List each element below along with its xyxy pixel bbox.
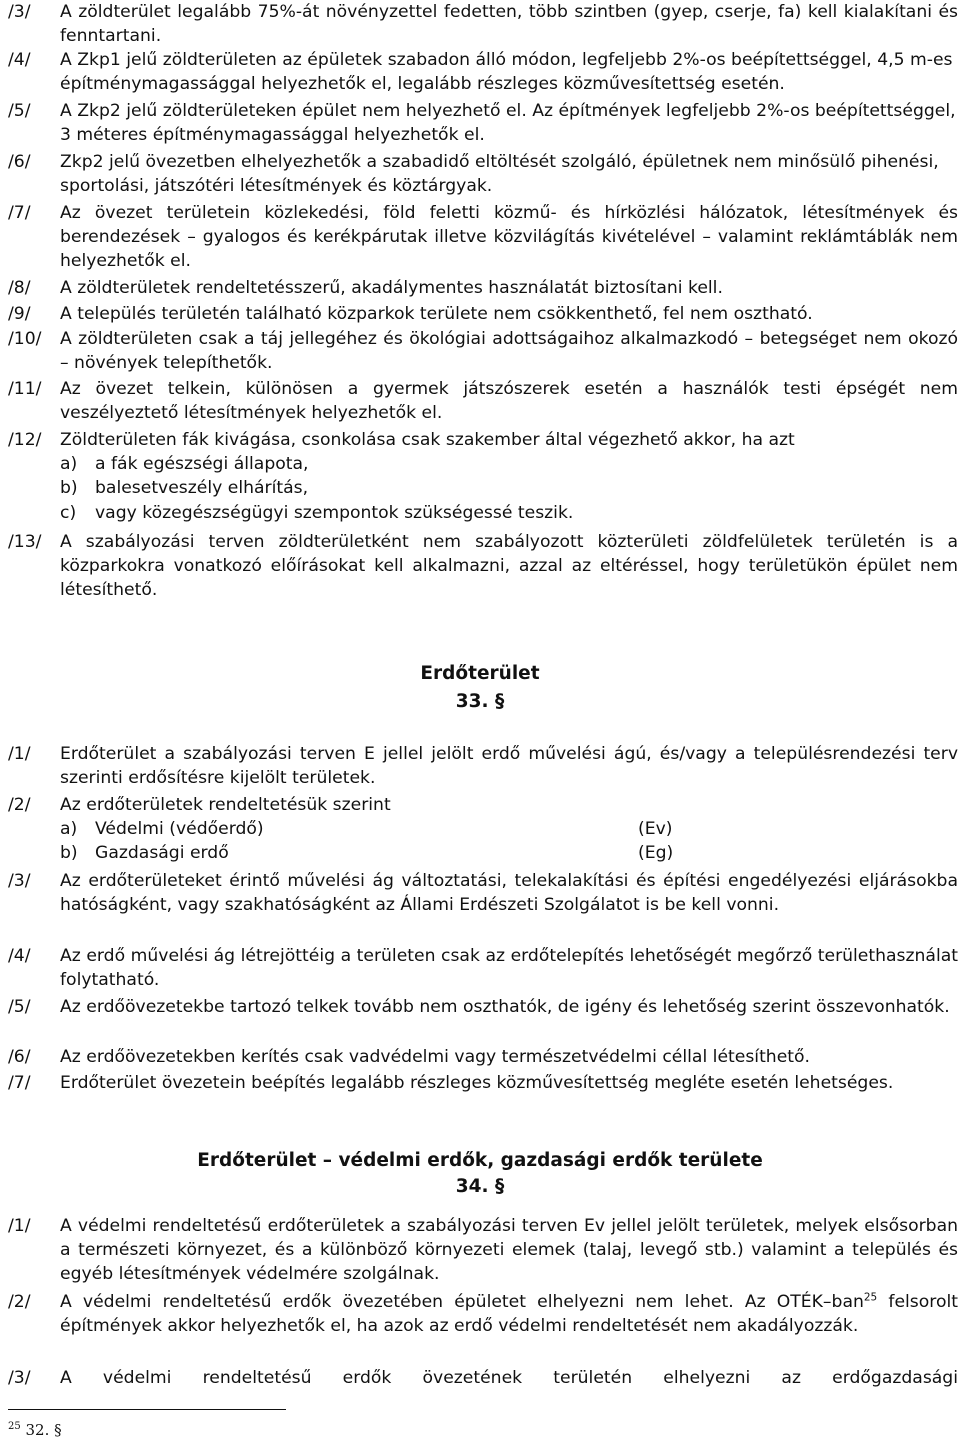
list-item <box>60 452 958 476</box>
paragraph-32-6 <box>8 150 958 198</box>
paragraph-number: /1/ <box>8 744 31 764</box>
list-text: balesetveszély elhárítás, <box>95 478 309 499</box>
paragraph-32-10 <box>8 327 958 375</box>
footnote-separator <box>8 1409 286 1410</box>
paragraph-number: /7/ <box>8 203 31 223</box>
paragraph-33-7 <box>8 1071 958 1095</box>
paragraph-text: Az erdőterületek rendeltetésük szerint <box>60 795 391 815</box>
paragraph-32-8 <box>8 276 958 300</box>
paragraph-33-3 <box>8 869 958 917</box>
paragraph-33-4 <box>8 944 958 992</box>
paragraph-32-4 <box>8 48 958 96</box>
paragraph-number: /9/ <box>8 304 31 324</box>
list-item <box>60 501 958 525</box>
paragraph-text: Zöldterületen fák kivágása, csonkolása csak szakember által végezhető akkor, ha azt <box>60 430 795 450</box>
paragraph-33-1 <box>8 742 958 790</box>
zone-code: (Eg) <box>638 843 674 864</box>
paragraph-number: /3/ <box>8 1368 31 1388</box>
paragraph-32-5 <box>8 99 958 147</box>
list-label: a) <box>60 454 78 475</box>
paragraph-text: Erdőterület övezetein beépítés legalább részleges közművesítettség megléte esetén lehetséges. <box>60 1073 894 1093</box>
list-text: a fák egészségi állapota, <box>95 454 309 475</box>
paragraph-34-3 <box>8 1366 958 1390</box>
paragraph-number: /2/ <box>8 795 31 815</box>
paragraph-number: /6/ <box>8 152 31 172</box>
paragraph-number: /5/ <box>8 997 31 1017</box>
paragraph-34-1 <box>8 1214 958 1287</box>
paragraph-number: /7/ <box>8 1073 31 1093</box>
list-label: b) <box>60 478 78 499</box>
paragraph-text: A zöldterület legalább 75%-át növényzettel fedetten, több szintben (gyep, cserje, fa) kell kialakítani és fenntartani. <box>60 2 958 47</box>
paragraph-text: Az övezet területein közlekedési, föld feletti közmű- és hírközlési hálózatok, létesítmények és berendezések – gyalogos és kerékpárutak illetve közvilágítás kivételével – valamint reklámtáblák nem helyezhetők el. <box>60 203 958 272</box>
paragraph-text: Az erdőövezetekben kerítés csak vadvédelmi vagy természetvédelmi céllal létesíthető. <box>60 1047 810 1067</box>
paragraph-text: A zöldterületen csak a táj jellegéhez és ökológiai adottságaihoz alkalmazkodó – betegséget nem okozó – növények telepíthetők. <box>60 329 958 374</box>
paragraph-number: /4/ <box>8 946 31 966</box>
footnote <box>8 1421 62 1439</box>
paragraph-33-6 <box>8 1045 958 1069</box>
list-item <box>60 476 958 500</box>
paragraph-number: /11/ <box>8 379 42 399</box>
list-item <box>60 841 958 865</box>
paragraph-33-5 <box>8 995 958 1019</box>
paragraph-text: Zkp2 jelű övezetben elhelyezhetők a szabadidő eltöltését szolgáló, épületnek nem minősülő pihenési, sportolási, játszótéri létesítmények és köztárgyak. <box>60 152 939 197</box>
section-title: Erdőterület – védelmi erdők, gazdasági erdők területe <box>197 1150 763 1171</box>
paragraph-text: Erdőterület a szabályozási terven E jellel jelölt erdő művelési ágú, és/vagy a településrendezési terv szerinti erdősítésre kijelölt területek. <box>60 744 958 789</box>
paragraph-text: Az övezet telkein, különösen a gyermek játszószerek esetén a használók testi épségét nem veszélyeztető létesítmények helyezhetők el. <box>60 379 958 424</box>
zone-code: (Ev) <box>638 819 673 840</box>
paragraph-text: Az erdőövezetekbe tartozó telkek tovább nem oszthatók, de igény és lehetőség szerint összevonhatók. <box>60 997 950 1017</box>
footnote-mark: 25 <box>8 1421 21 1432</box>
paragraph-text: Az erdőterületeket érintő művelési ág változtatási, telekalakítási és építési engedélyezési eljárásokba hatóságként, vagy szakhatóságként az Állami Erdészeti Szolgálatot is be kell vonni. <box>60 871 958 916</box>
paragraph-text: A szabályozási terven zöldterületként nem szabályozott közterületi zöldfelületek területén is a közparkokra vonatkozó előírásokat kell alkalmazni, azzal az eltéréssel, hogy területükön épület nem létesíthető. <box>60 532 958 601</box>
list-item <box>60 817 958 841</box>
paragraph-32-3 <box>8 0 958 48</box>
paragraph-text: A Zkp2 jelű zöldterületeken épület nem helyezhető el. Az építmények legfeljebb 2%-os beépítettséggel, 3 méteres építménymagassággal helyezhetők el. <box>60 101 956 146</box>
paragraph-number: /12/ <box>8 430 42 450</box>
paragraph-number: /2/ <box>8 1292 31 1312</box>
list-label: a) <box>60 819 78 840</box>
paragraph-number: /6/ <box>8 1047 31 1067</box>
paragraph-text: A Zkp1 jelű zöldterületen az épületek szabadon álló módon, legfeljebb 2%-os beépítettséggel, 4,5 m-es építménymagassággal helyezhetők el, legalább részleges közművesítettség esetén. <box>60 50 953 95</box>
paragraph-text: Az erdő művelési ág létrejöttéig a területen csak az erdőtelepítés lehetőségét megőrző területhasználat folytatható. <box>60 946 958 991</box>
section-number: 33. § <box>455 691 505 712</box>
paragraph-number: /4/ <box>8 50 31 70</box>
paragraph-32-9 <box>8 302 958 326</box>
list-text: vagy közegészségügyi szempontok szükségessé teszik. <box>95 502 574 523</box>
paragraph-text-continued: felsorolt építmények akkor helyezhetők el, ha azok az erdő védelmi rendeltetését nem akadályozzák. <box>60 1292 958 1337</box>
paragraph-text: A védelmi rendeltetésű erdőterületek a szabályozási terven Ev jellel jelölt területek, melyek elsősorban a természeti környezet, és a különböző környezeti elemek (talaj, levegő stb.) valamint a település és egyéb létesítmények védelmére szolgálnak. <box>60 1216 958 1285</box>
footnote-text: 32. § <box>25 1421 62 1439</box>
footnote-reference[interactable]: 25 <box>863 1291 878 1304</box>
paragraph-number: /1/ <box>8 1216 31 1236</box>
paragraph-text: A zöldterületek rendeltetésszerű, akadálymentes használatát biztosítani kell. <box>60 278 723 298</box>
paragraph-32-13 <box>8 530 958 603</box>
paragraph-32-11 <box>8 377 958 425</box>
paragraph-number: /5/ <box>8 101 31 121</box>
paragraph-number: /8/ <box>8 278 31 298</box>
paragraph-33-2 <box>8 793 958 866</box>
paragraph-text: A védelmi rendeltetésű erdők övezetében épületet elhelyezni nem lehet. Az OTÉK–ban <box>60 1292 864 1312</box>
section-title: Erdőterület <box>420 663 540 684</box>
paragraph-32-12 <box>8 428 958 525</box>
list-text: Védelmi (védőerdő) <box>95 819 264 840</box>
section-number: 34. § <box>455 1176 505 1197</box>
paragraph-number: /13/ <box>8 532 42 552</box>
paragraph-text: A védelmi rendeltetésű erdők övezetének területén elhelyezni az erdőgazdasági <box>60 1368 958 1388</box>
list-label: c) <box>60 502 77 523</box>
paragraph-32-7 <box>8 201 958 274</box>
list-text: Gazdasági erdő <box>95 843 229 864</box>
paragraph-text: A település területén található közparkok területe nem csökkenthető, fel nem osztható. <box>60 304 813 324</box>
paragraph-34-2 <box>8 1290 958 1338</box>
paragraph-number: /10/ <box>8 329 42 349</box>
list-label: b) <box>60 843 78 864</box>
paragraph-number: /3/ <box>8 2 31 22</box>
paragraph-number: /3/ <box>8 871 31 891</box>
